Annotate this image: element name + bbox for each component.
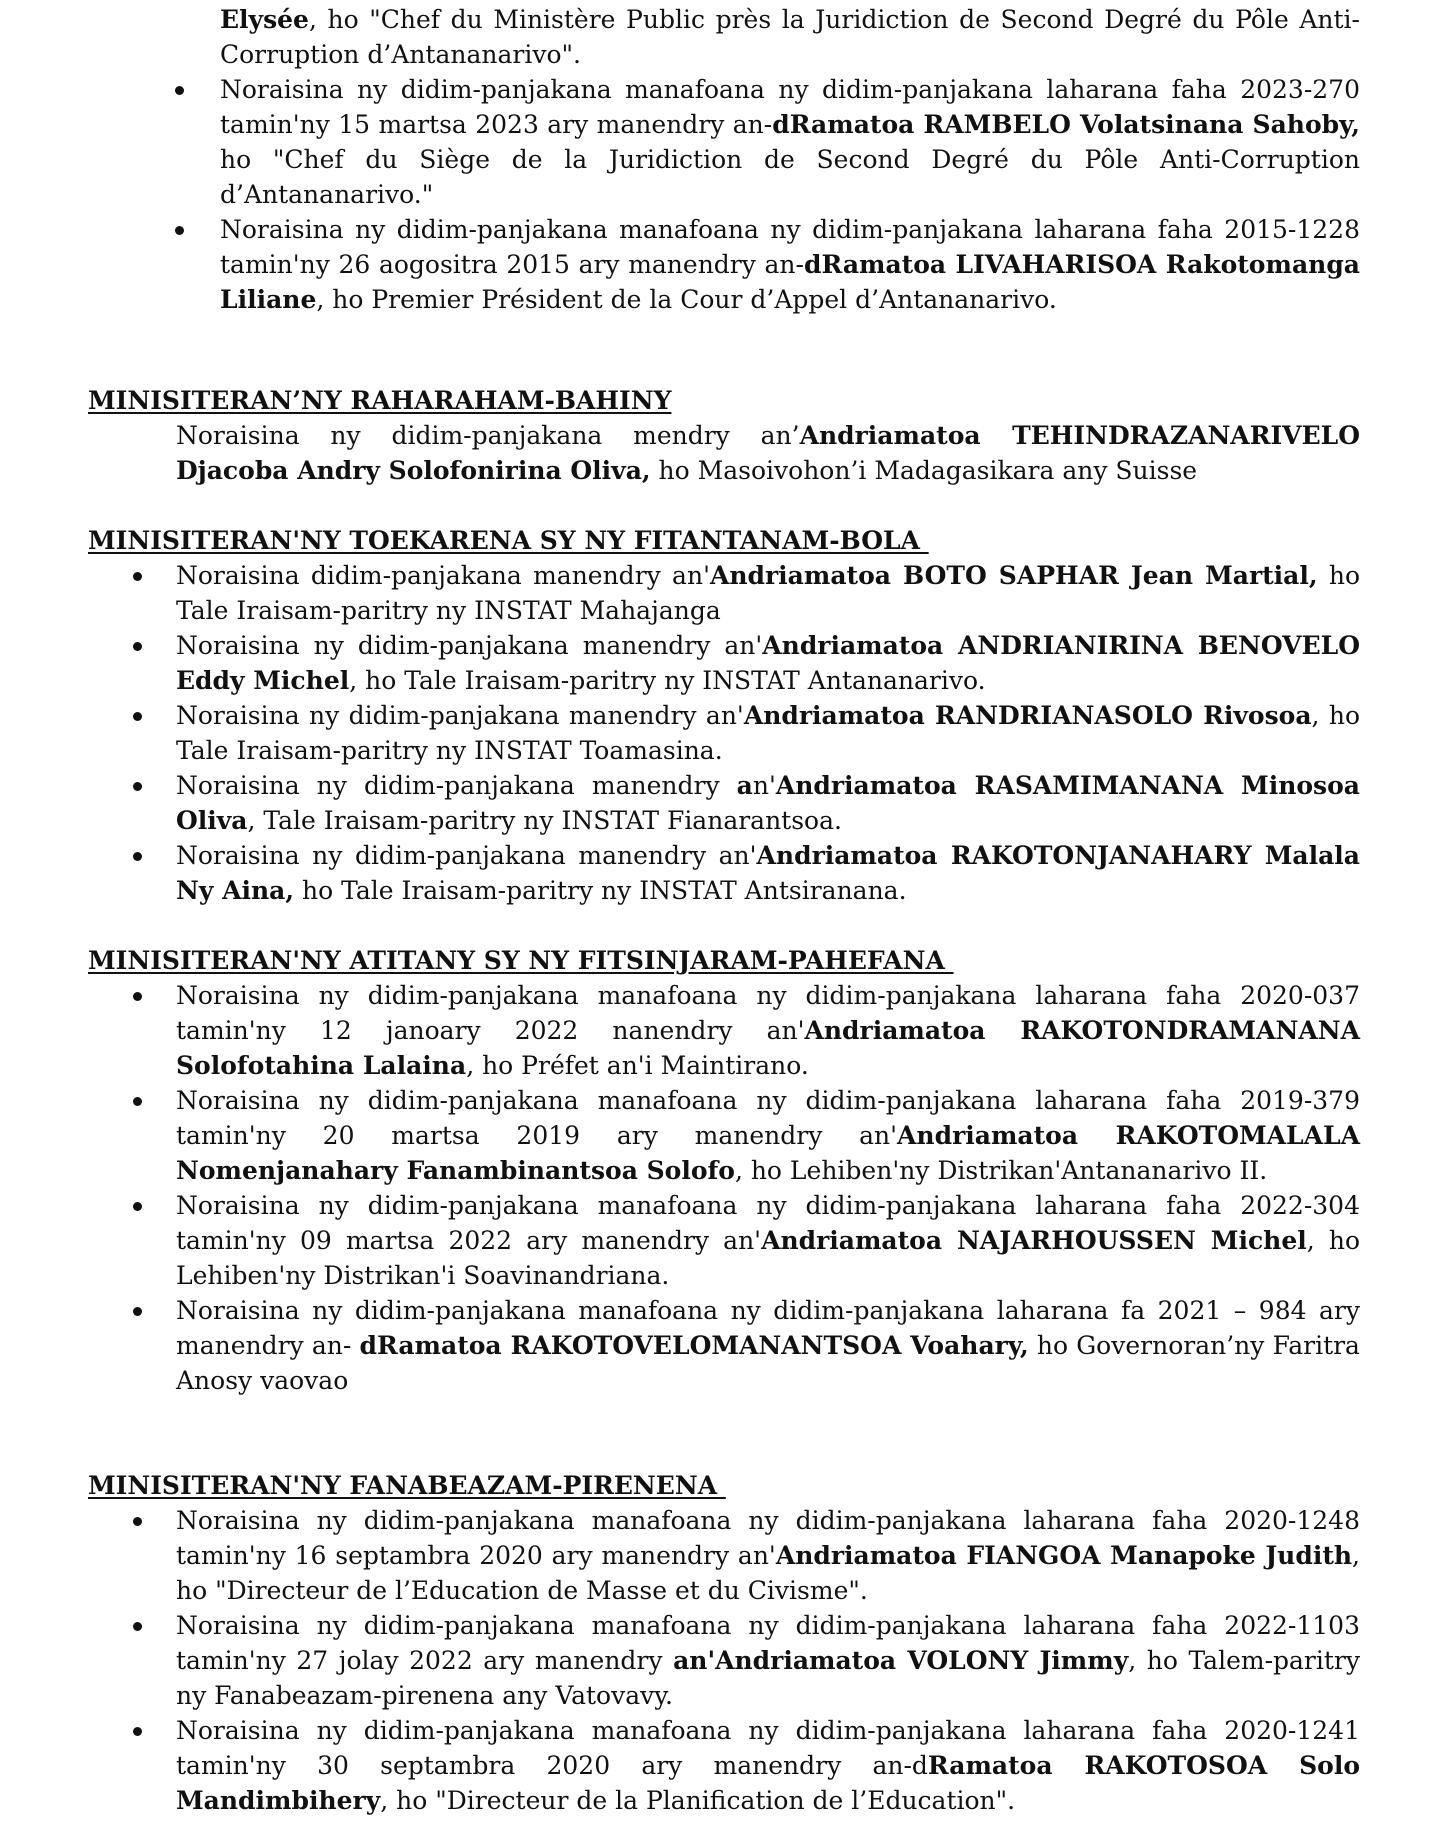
list-item [88,1608,1360,1713]
section-heading: MINISITERAN’NY RAHARAHAM-BAHINY [88,386,672,415]
item-bold: Andriamatoa RAKOTOMALALA Nomenjanahary Fanambinantsoa Solofo [176,1121,1360,1185]
item-bold: Andriamatoa RASAMIMANANA Minosoa Oliva [176,771,1360,835]
item-bold: Andriamatoa FIANGOA Manapoke Judith [775,1541,1353,1570]
item-text: Noraisina ny didim-panjakana manafoana ny didim-panjakana laharana faha 2020-1241 tamin'ny 30 septambra 2020 ary manendry an-d [176,1716,1360,1780]
section-paragraph [176,418,1360,488]
item-bold: Andriamatoa NAJARHOUSSEN Michel [761,1226,1307,1255]
item-text: Noraisina didim-panjakana manendry an' [176,561,710,590]
item-bold: Andriamatoa BOTO SAPHAR Jean Martial, [709,561,1318,590]
section-heading: MINISITERAN'NY FANABEAZAM-PIRENENA [88,1471,726,1500]
item-text: Noraisina ny didim-panjakana manendry an' [176,841,757,870]
paragraph-text: , ho "Chef du Ministère Public près la Juridiction de Second Degré du Pôle Anti-Corruption d’Antananarivo". [220,5,1360,69]
paragraph-text: ho Masoivohon’i Madagasikara any Suisse [650,456,1198,485]
section-interior [88,943,1360,1398]
bullet-list [88,558,1360,908]
section-heading: MINISITERAN'NY ATITANY SY NY FITSINJARAM-PAHEFANA [88,946,954,975]
list-item [88,212,1360,317]
list-item [88,838,1360,908]
item-text: , ho "Directeur de la Planification de l’Education". [380,1786,1016,1815]
bullet-list [88,978,1360,1398]
top-block [88,2,1360,317]
item-bold: Andriamatoa RANDRIANASOLO Rivosoa [743,701,1312,730]
item-text: Noraisina ny didim-panjakana manafoana ny didim-panjakana laharana faha 2022-1103 tamin'ny 27 jolay 2022 ary manendry [176,1611,1360,1675]
item-text: Noraisina ny didim-panjakana manafoana ny didim-panjakana laharana fa 2021 – 984 ary manendry an- [176,1296,1360,1360]
item-text: Noraisina ny didim-panjakana manafoana ny didim-panjakana laharana faha 2023-270 tamin'ny 15 martsa 2023 ary manendry an- [220,75,1360,139]
item-text: Noraisina ny didim-panjakana manafoana ny didim-panjakana laharana faha 2020-1248 tamin'ny 16 septambra 2020 ary manendry an' [176,1506,1360,1570]
item-text: Noraisina ny didim-panjakana manafoana ny didim-panjakana laharana faha 2022-304 tamin'ny 09 martsa 2022 ary manendry an' [176,1191,1360,1255]
item-text: , ho Préfet an'i Maintirano. [466,1051,809,1080]
list-item [88,1188,1360,1293]
paragraph-bold: Andriamatoa TEHINDRAZANARIVELO Djacoba Andry Solofonirina Oliva, [176,421,1360,485]
item-text: , ho Premier Président de la Cour d’Appel d’Antananarivo. [316,285,1057,314]
paragraph-text: Noraisina ny didim-panjakana mendry an’ [176,421,800,450]
list-item [88,1293,1360,1398]
continuation-paragraph [220,2,1360,72]
list-item [88,1713,1360,1818]
list-item [88,978,1360,1083]
list-item [88,698,1360,768]
item-text: , Tale Iraisam-paritry ny INSTAT Fianarantsoa. [247,806,842,835]
bullet-list [88,1503,1360,1818]
bullet-list [88,72,1360,317]
item-bold: a [736,771,753,800]
item-text: ho Tale Iraisam-paritry ny INSTAT Antsiranana. [294,876,907,905]
item-text: Noraisina ny didim-panjakana manendry [176,771,737,800]
item-bold: dRamatoa RAMBELO Volatsinana Sahoby, [772,110,1360,139]
section-heading: MINISITERAN'NY TOEKARENA SY NY FITANTANAM-BOLA [88,526,929,555]
bold-name: Elysée [220,5,309,34]
item-bold: Andriamatoa ANDRIANIRINA BENOVELO Eddy Michel [176,631,1360,695]
item-bold: Ramatoa RAKOTOSOA Solo Mandimbihery [176,1751,1361,1815]
item-bold: dRamatoa RAKOTOVELOMANANTSOA Voahary, [359,1331,1029,1360]
item-bold: Andriamatoa RAKOTONJANAHARY Malala Ny Aina, [176,841,1360,905]
item-text: Noraisina ny didim-panjakana manafoana ny didim-panjakana laharana faha 2019-379 tamin'ny 20 martsa 2019 ary manendry an' [176,1086,1360,1150]
section-education [88,1468,1360,1818]
item-text: , ho Lehiben'ny Distrikan'Antananarivo II. [734,1156,1268,1185]
item-text: Noraisina ny didim-panjakana manafoana ny didim-panjakana laharana faha 2015-1228 tamin'ny 26 aogositra 2015 ary manendry an- [220,215,1360,279]
item-text: Noraisina ny didim-panjakana manendry an' [176,631,763,660]
item-bold: an'Andriamatoa VOLONY Jimmy [673,1646,1129,1675]
list-item [88,558,1360,628]
item-text: Noraisina ny didim-panjakana manafoana ny didim-panjakana laharana faha 2020-037 tamin'ny 12 janoary 2022 nanendry an' [176,981,1360,1045]
item-bold: dRamatoa LIVAHARISOA Rakotomanga Liliane [220,250,1360,314]
item-text: ho Governoran’ny Faritra Anosy vaovao [176,1331,1360,1395]
list-item [88,768,1360,838]
item-text: ho "Chef du Siège de la Juridiction de Second Degré du Pôle Anti-Corruption d’Antananarivo." [220,145,1360,209]
item-bold: Andriamatoa RAKOTONDRAMANANA Solofotahina Lalaina [176,1016,1360,1080]
item-text: ho Tale Iraisam-paritry ny INSTAT Mahajanga [176,561,1361,625]
item-text: , ho "Directeur de l’Education de Masse et du Civisme". [176,1541,1360,1605]
item-text: , ho Lehiben'ny Distrikan'i Soavinandriana. [176,1226,1361,1290]
section-economy [88,523,1360,908]
list-item [88,72,1360,212]
section-foreign-affairs [88,383,1360,488]
item-text: , ho Tale Iraisam-paritry ny INSTAT Antananarivo. [349,666,986,695]
list-item [88,628,1360,698]
item-text: , ho Talem-paritry ny Fanabeazam-pirenena any Vatovavy. [176,1646,1360,1710]
list-item [88,1083,1360,1188]
item-text: , ho Tale Iraisam-paritry ny INSTAT Toamasina. [176,701,1360,765]
item-text: n' [752,771,776,800]
list-item [88,1503,1360,1608]
item-text: Noraisina ny didim-panjakana manendry an' [176,701,744,730]
